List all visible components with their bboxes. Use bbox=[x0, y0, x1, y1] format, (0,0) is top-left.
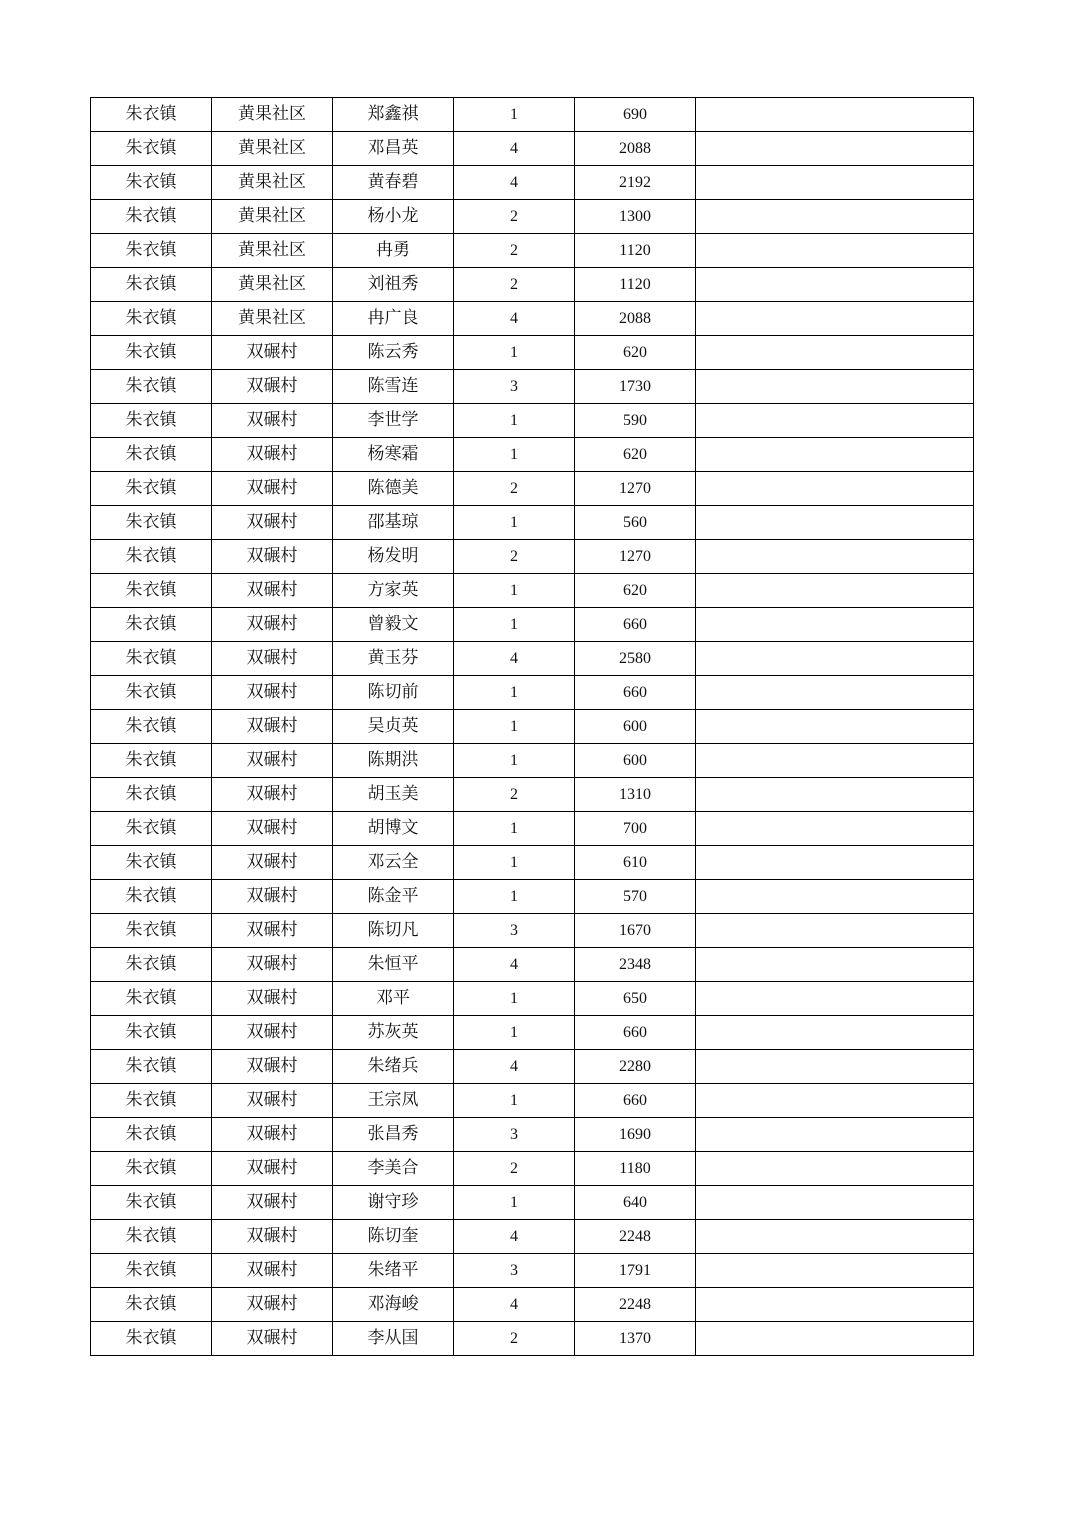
cell-town: 朱衣镇 bbox=[91, 608, 212, 642]
table-row bbox=[91, 642, 974, 676]
cell-persons: 1 bbox=[454, 1016, 575, 1050]
cell-village: 双碾村 bbox=[212, 370, 333, 404]
cell-amount: 640 bbox=[575, 1186, 696, 1220]
cell-town: 朱衣镇 bbox=[91, 1084, 212, 1118]
cell-town: 朱衣镇 bbox=[91, 200, 212, 234]
table-row bbox=[91, 710, 974, 744]
cell-town: 朱衣镇 bbox=[91, 540, 212, 574]
cell-note bbox=[696, 1322, 974, 1356]
cell-name: 杨小龙 bbox=[333, 200, 454, 234]
cell-amount: 1300 bbox=[575, 200, 696, 234]
cell-name: 冉勇 bbox=[333, 234, 454, 268]
cell-persons: 4 bbox=[454, 302, 575, 336]
cell-village: 双碾村 bbox=[212, 1118, 333, 1152]
cell-amount: 1120 bbox=[575, 234, 696, 268]
cell-village: 双碾村 bbox=[212, 1322, 333, 1356]
cell-name: 陈金平 bbox=[333, 880, 454, 914]
cell-town: 朱衣镇 bbox=[91, 370, 212, 404]
cell-persons: 1 bbox=[454, 336, 575, 370]
cell-note bbox=[696, 472, 974, 506]
cell-name: 李美合 bbox=[333, 1152, 454, 1186]
cell-town: 朱衣镇 bbox=[91, 948, 212, 982]
cell-village: 双碾村 bbox=[212, 982, 333, 1016]
cell-village: 黄果社区 bbox=[212, 302, 333, 336]
table-row bbox=[91, 268, 974, 302]
table-row bbox=[91, 370, 974, 404]
cell-amount: 660 bbox=[575, 676, 696, 710]
cell-name: 朱绪兵 bbox=[333, 1050, 454, 1084]
cell-name: 李从国 bbox=[333, 1322, 454, 1356]
cell-town: 朱衣镇 bbox=[91, 710, 212, 744]
cell-village: 双碾村 bbox=[212, 1288, 333, 1322]
table-row bbox=[91, 1322, 974, 1356]
cell-town: 朱衣镇 bbox=[91, 880, 212, 914]
table-row bbox=[91, 982, 974, 1016]
cell-note bbox=[696, 1220, 974, 1254]
cell-village: 黄果社区 bbox=[212, 200, 333, 234]
cell-name: 邓云全 bbox=[333, 846, 454, 880]
cell-name: 刘祖秀 bbox=[333, 268, 454, 302]
cell-note bbox=[696, 744, 974, 778]
cell-village: 双碾村 bbox=[212, 948, 333, 982]
cell-town: 朱衣镇 bbox=[91, 302, 212, 336]
table-row bbox=[91, 1186, 974, 1220]
cell-amount: 1670 bbox=[575, 914, 696, 948]
cell-village: 双碾村 bbox=[212, 1084, 333, 1118]
cell-note bbox=[696, 166, 974, 200]
cell-town: 朱衣镇 bbox=[91, 574, 212, 608]
cell-persons: 2 bbox=[454, 778, 575, 812]
cell-amount: 700 bbox=[575, 812, 696, 846]
cell-village: 双碾村 bbox=[212, 1050, 333, 1084]
cell-name: 冉广良 bbox=[333, 302, 454, 336]
cell-note bbox=[696, 98, 974, 132]
cell-village: 黄果社区 bbox=[212, 166, 333, 200]
cell-persons: 4 bbox=[454, 1220, 575, 1254]
cell-town: 朱衣镇 bbox=[91, 1186, 212, 1220]
cell-name: 曾毅文 bbox=[333, 608, 454, 642]
cell-name: 王宗凤 bbox=[333, 1084, 454, 1118]
cell-town: 朱衣镇 bbox=[91, 1288, 212, 1322]
cell-note bbox=[696, 914, 974, 948]
cell-village: 黄果社区 bbox=[212, 132, 333, 166]
cell-amount: 620 bbox=[575, 438, 696, 472]
cell-persons: 4 bbox=[454, 642, 575, 676]
cell-amount: 600 bbox=[575, 744, 696, 778]
table-row bbox=[91, 1254, 974, 1288]
cell-amount: 2088 bbox=[575, 302, 696, 336]
cell-persons: 1 bbox=[454, 98, 575, 132]
cell-name: 陈切奎 bbox=[333, 1220, 454, 1254]
cell-town: 朱衣镇 bbox=[91, 472, 212, 506]
cell-town: 朱衣镇 bbox=[91, 914, 212, 948]
cell-village: 双碾村 bbox=[212, 404, 333, 438]
cell-village: 双碾村 bbox=[212, 914, 333, 948]
cell-persons: 1 bbox=[454, 744, 575, 778]
cell-name: 朱恒平 bbox=[333, 948, 454, 982]
table-row bbox=[91, 132, 974, 166]
cell-amount: 1730 bbox=[575, 370, 696, 404]
cell-persons: 3 bbox=[454, 914, 575, 948]
cell-persons: 1 bbox=[454, 608, 575, 642]
cell-note bbox=[696, 982, 974, 1016]
cell-amount: 1270 bbox=[575, 540, 696, 574]
cell-village: 黄果社区 bbox=[212, 234, 333, 268]
cell-amount: 2088 bbox=[575, 132, 696, 166]
roster-table-body bbox=[91, 98, 974, 1356]
cell-persons: 1 bbox=[454, 404, 575, 438]
cell-note bbox=[696, 1084, 974, 1118]
cell-persons: 4 bbox=[454, 1050, 575, 1084]
table-row bbox=[91, 98, 974, 132]
cell-village: 双碾村 bbox=[212, 1254, 333, 1288]
cell-persons: 2 bbox=[454, 1322, 575, 1356]
cell-village: 双碾村 bbox=[212, 336, 333, 370]
cell-persons: 2 bbox=[454, 472, 575, 506]
cell-name: 邓海峻 bbox=[333, 1288, 454, 1322]
cell-amount: 1270 bbox=[575, 472, 696, 506]
cell-amount: 1120 bbox=[575, 268, 696, 302]
cell-name: 方家英 bbox=[333, 574, 454, 608]
cell-town: 朱衣镇 bbox=[91, 1322, 212, 1356]
cell-note bbox=[696, 642, 974, 676]
cell-town: 朱衣镇 bbox=[91, 1118, 212, 1152]
cell-name: 陈切凡 bbox=[333, 914, 454, 948]
cell-amount: 2280 bbox=[575, 1050, 696, 1084]
table-row bbox=[91, 1050, 974, 1084]
cell-name: 胡玉美 bbox=[333, 778, 454, 812]
cell-town: 朱衣镇 bbox=[91, 1050, 212, 1084]
cell-amount: 2248 bbox=[575, 1288, 696, 1322]
cell-village: 双碾村 bbox=[212, 608, 333, 642]
cell-persons: 2 bbox=[454, 268, 575, 302]
cell-name: 陈云秀 bbox=[333, 336, 454, 370]
cell-persons: 4 bbox=[454, 166, 575, 200]
cell-note bbox=[696, 268, 974, 302]
cell-name: 陈德美 bbox=[333, 472, 454, 506]
cell-amount: 660 bbox=[575, 608, 696, 642]
cell-note bbox=[696, 404, 974, 438]
cell-note bbox=[696, 1254, 974, 1288]
cell-village: 双碾村 bbox=[212, 574, 333, 608]
cell-town: 朱衣镇 bbox=[91, 778, 212, 812]
cell-village: 双碾村 bbox=[212, 846, 333, 880]
table-row bbox=[91, 574, 974, 608]
cell-note bbox=[696, 778, 974, 812]
roster-table bbox=[90, 97, 974, 1356]
table-row bbox=[91, 1016, 974, 1050]
cell-town: 朱衣镇 bbox=[91, 234, 212, 268]
cell-village: 双碾村 bbox=[212, 1186, 333, 1220]
cell-note bbox=[696, 540, 974, 574]
cell-persons: 1 bbox=[454, 880, 575, 914]
cell-name: 谢守珍 bbox=[333, 1186, 454, 1220]
cell-note bbox=[696, 1186, 974, 1220]
cell-village: 双碾村 bbox=[212, 1152, 333, 1186]
cell-amount: 590 bbox=[575, 404, 696, 438]
cell-persons: 2 bbox=[454, 1152, 575, 1186]
cell-note bbox=[696, 846, 974, 880]
cell-note bbox=[696, 710, 974, 744]
cell-name: 苏灰英 bbox=[333, 1016, 454, 1050]
cell-persons: 1 bbox=[454, 710, 575, 744]
cell-town: 朱衣镇 bbox=[91, 438, 212, 472]
cell-town: 朱衣镇 bbox=[91, 812, 212, 846]
table-row bbox=[91, 200, 974, 234]
cell-name: 胡博文 bbox=[333, 812, 454, 846]
cell-village: 黄果社区 bbox=[212, 98, 333, 132]
cell-persons: 4 bbox=[454, 132, 575, 166]
cell-name: 邓平 bbox=[333, 982, 454, 1016]
cell-note bbox=[696, 1118, 974, 1152]
cell-village: 双碾村 bbox=[212, 744, 333, 778]
cell-note bbox=[696, 370, 974, 404]
cell-amount: 2192 bbox=[575, 166, 696, 200]
cell-amount: 1370 bbox=[575, 1322, 696, 1356]
cell-note bbox=[696, 1152, 974, 1186]
cell-persons: 1 bbox=[454, 574, 575, 608]
table-row bbox=[91, 744, 974, 778]
cell-town: 朱衣镇 bbox=[91, 1254, 212, 1288]
cell-town: 朱衣镇 bbox=[91, 846, 212, 880]
table-row bbox=[91, 1084, 974, 1118]
cell-note bbox=[696, 948, 974, 982]
cell-amount: 560 bbox=[575, 506, 696, 540]
cell-name: 邓昌英 bbox=[333, 132, 454, 166]
cell-village: 双碾村 bbox=[212, 1016, 333, 1050]
cell-persons: 4 bbox=[454, 1288, 575, 1322]
cell-name: 郑鑫祺 bbox=[333, 98, 454, 132]
cell-amount: 660 bbox=[575, 1084, 696, 1118]
cell-amount: 570 bbox=[575, 880, 696, 914]
cell-amount: 2248 bbox=[575, 1220, 696, 1254]
cell-name: 陈雪连 bbox=[333, 370, 454, 404]
cell-persons: 1 bbox=[454, 846, 575, 880]
cell-village: 双碾村 bbox=[212, 812, 333, 846]
cell-village: 双碾村 bbox=[212, 472, 333, 506]
cell-name: 黄春碧 bbox=[333, 166, 454, 200]
cell-town: 朱衣镇 bbox=[91, 166, 212, 200]
cell-persons: 2 bbox=[454, 234, 575, 268]
cell-amount: 620 bbox=[575, 336, 696, 370]
cell-town: 朱衣镇 bbox=[91, 982, 212, 1016]
table-row bbox=[91, 506, 974, 540]
cell-note bbox=[696, 676, 974, 710]
table-row bbox=[91, 778, 974, 812]
table-row bbox=[91, 1118, 974, 1152]
cell-village: 双碾村 bbox=[212, 778, 333, 812]
cell-village: 双碾村 bbox=[212, 438, 333, 472]
cell-village: 双碾村 bbox=[212, 642, 333, 676]
cell-note bbox=[696, 1016, 974, 1050]
cell-village: 双碾村 bbox=[212, 1220, 333, 1254]
cell-amount: 620 bbox=[575, 574, 696, 608]
cell-note bbox=[696, 336, 974, 370]
cell-persons: 3 bbox=[454, 370, 575, 404]
table-row bbox=[91, 812, 974, 846]
cell-village: 双碾村 bbox=[212, 506, 333, 540]
cell-amount: 2348 bbox=[575, 948, 696, 982]
cell-name: 陈期洪 bbox=[333, 744, 454, 778]
cell-note bbox=[696, 574, 974, 608]
cell-town: 朱衣镇 bbox=[91, 506, 212, 540]
cell-note bbox=[696, 234, 974, 268]
cell-name: 吴贞英 bbox=[333, 710, 454, 744]
cell-name: 李世学 bbox=[333, 404, 454, 438]
cell-village: 双碾村 bbox=[212, 540, 333, 574]
cell-persons: 2 bbox=[454, 200, 575, 234]
table-row bbox=[91, 948, 974, 982]
cell-village: 双碾村 bbox=[212, 676, 333, 710]
cell-village: 黄果社区 bbox=[212, 268, 333, 302]
cell-town: 朱衣镇 bbox=[91, 744, 212, 778]
cell-amount: 1791 bbox=[575, 1254, 696, 1288]
cell-note bbox=[696, 132, 974, 166]
cell-town: 朱衣镇 bbox=[91, 1152, 212, 1186]
cell-persons: 4 bbox=[454, 948, 575, 982]
cell-town: 朱衣镇 bbox=[91, 336, 212, 370]
table-row bbox=[91, 336, 974, 370]
cell-persons: 1 bbox=[454, 982, 575, 1016]
cell-town: 朱衣镇 bbox=[91, 642, 212, 676]
cell-note bbox=[696, 200, 974, 234]
cell-amount: 600 bbox=[575, 710, 696, 744]
table-row bbox=[91, 472, 974, 506]
cell-name: 杨寒霜 bbox=[333, 438, 454, 472]
cell-amount: 650 bbox=[575, 982, 696, 1016]
table-row bbox=[91, 540, 974, 574]
cell-town: 朱衣镇 bbox=[91, 268, 212, 302]
cell-name: 杨发明 bbox=[333, 540, 454, 574]
cell-name: 张昌秀 bbox=[333, 1118, 454, 1152]
cell-note bbox=[696, 302, 974, 336]
cell-town: 朱衣镇 bbox=[91, 1016, 212, 1050]
cell-persons: 1 bbox=[454, 1084, 575, 1118]
table-row bbox=[91, 676, 974, 710]
cell-amount: 690 bbox=[575, 98, 696, 132]
cell-note bbox=[696, 1288, 974, 1322]
cell-town: 朱衣镇 bbox=[91, 404, 212, 438]
cell-town: 朱衣镇 bbox=[91, 98, 212, 132]
table-row bbox=[91, 234, 974, 268]
table-row bbox=[91, 438, 974, 472]
table-row bbox=[91, 1220, 974, 1254]
cell-town: 朱衣镇 bbox=[91, 1220, 212, 1254]
table-row bbox=[91, 166, 974, 200]
cell-amount: 1310 bbox=[575, 778, 696, 812]
cell-persons: 1 bbox=[454, 438, 575, 472]
cell-persons: 2 bbox=[454, 540, 575, 574]
table-row bbox=[91, 846, 974, 880]
cell-village: 双碾村 bbox=[212, 710, 333, 744]
cell-village: 双碾村 bbox=[212, 880, 333, 914]
cell-persons: 1 bbox=[454, 506, 575, 540]
table-row bbox=[91, 608, 974, 642]
cell-note bbox=[696, 1050, 974, 1084]
cell-note bbox=[696, 608, 974, 642]
table-row bbox=[91, 880, 974, 914]
cell-amount: 660 bbox=[575, 1016, 696, 1050]
cell-note bbox=[696, 438, 974, 472]
cell-name: 黄玉芬 bbox=[333, 642, 454, 676]
cell-persons: 1 bbox=[454, 1186, 575, 1220]
cell-name: 邵基琼 bbox=[333, 506, 454, 540]
table-row bbox=[91, 1152, 974, 1186]
cell-town: 朱衣镇 bbox=[91, 676, 212, 710]
cell-amount: 1690 bbox=[575, 1118, 696, 1152]
cell-persons: 3 bbox=[454, 1254, 575, 1288]
table-row bbox=[91, 302, 974, 336]
table-row bbox=[91, 1288, 974, 1322]
cell-persons: 3 bbox=[454, 1118, 575, 1152]
cell-note bbox=[696, 880, 974, 914]
cell-name: 朱绪平 bbox=[333, 1254, 454, 1288]
table-row bbox=[91, 914, 974, 948]
cell-note bbox=[696, 812, 974, 846]
cell-note bbox=[696, 506, 974, 540]
cell-persons: 1 bbox=[454, 812, 575, 846]
cell-town: 朱衣镇 bbox=[91, 132, 212, 166]
cell-amount: 2580 bbox=[575, 642, 696, 676]
cell-amount: 610 bbox=[575, 846, 696, 880]
cell-amount: 1180 bbox=[575, 1152, 696, 1186]
cell-persons: 1 bbox=[454, 676, 575, 710]
table-row bbox=[91, 404, 974, 438]
cell-name: 陈切前 bbox=[333, 676, 454, 710]
